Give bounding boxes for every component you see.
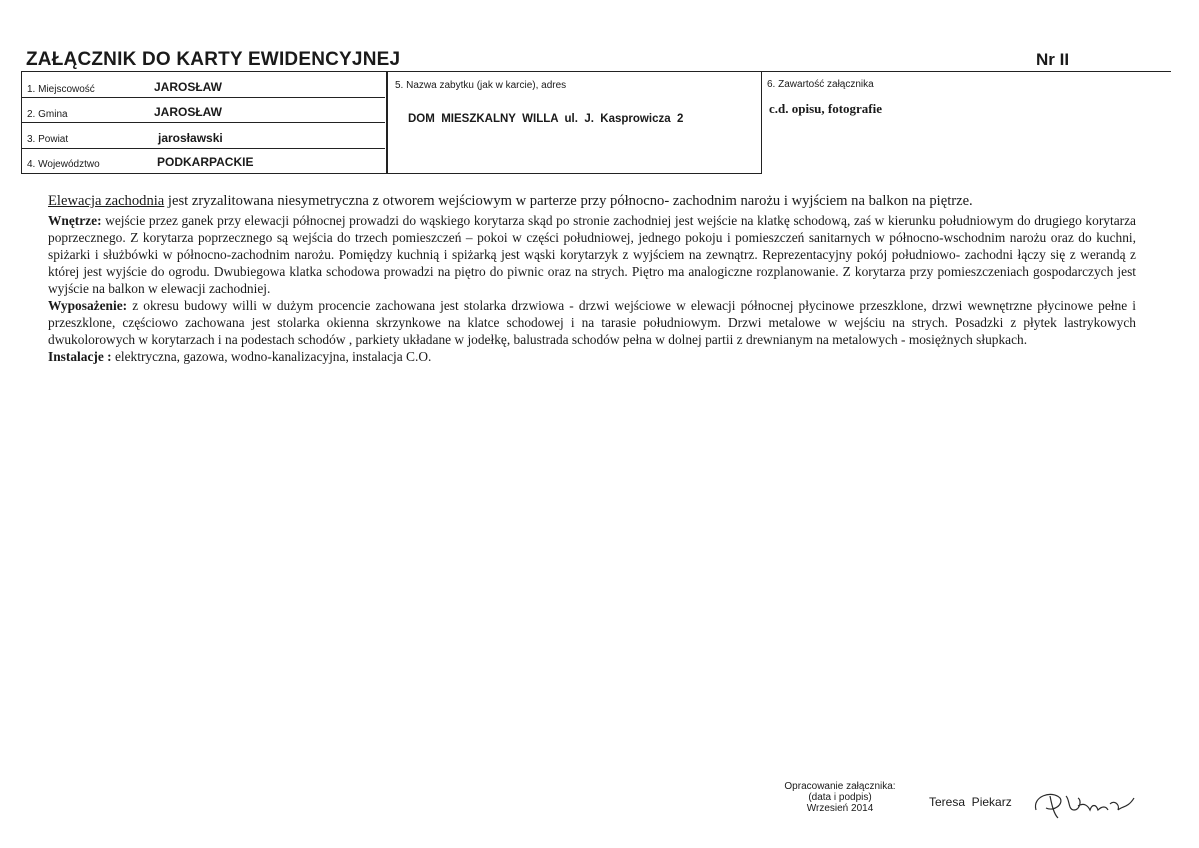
powiat-value: jarosławski — [158, 131, 223, 145]
elewacja-heading: Elewacja zachodnia — [48, 193, 165, 209]
document-title: ZAŁĄCZNIK DO KARTY EWIDENCYJNEJ — [26, 49, 401, 70]
miejscowosc-value: JAROSŁAW — [154, 80, 223, 94]
paragraph-wyposazenie — [48, 297, 1136, 348]
gmina-label: 2. Gmina — [27, 109, 68, 120]
footer-line1: Opracowanie załącznika: — [784, 781, 896, 792]
footer-date: Wrzesień 2014 — [806, 803, 874, 814]
miejscowosc-label: 1. Miejscowość — [27, 84, 95, 95]
nazwa-value: DOM MIESZKALNY WILLA ul. J. Kasprowicza 2 — [408, 113, 684, 125]
wnetrze-heading: Wnętrze: — [48, 213, 102, 228]
paragraph-instalacje — [48, 348, 1136, 365]
field-row-gmina — [22, 122, 385, 123]
gmina-value: JAROSŁAW — [154, 105, 223, 119]
attachment-number: Nr II — [1036, 50, 1070, 69]
paragraph-elewacja — [48, 192, 1136, 210]
elewacja-text: jest zryzalitowana niesymetryczna z otworem wejściowym w parterze przy północno- zachodnim narożu i wyjściem na balkon na piętrze. — [164, 193, 973, 209]
powiat-label: 3. Powiat — [27, 134, 69, 145]
zawartosc-value: c.d. opisu, fotografie — [769, 101, 883, 116]
wyposazenie-heading: Wyposażenie: — [48, 298, 128, 313]
zawartosc-label: 6. Zawartość załącznika — [767, 79, 874, 90]
wojewodztwo-value: PODKARPACKIE — [157, 155, 254, 169]
wojewodztwo-label: 4. Województwo — [27, 159, 100, 170]
author-name: Teresa Piekarz — [929, 795, 1012, 809]
paragraph-wnetrze — [48, 212, 1136, 297]
footer-prepared-by — [770, 781, 910, 814]
signature — [1030, 786, 1140, 822]
nazwa-label: 5. Nazwa zabytku (jak w karcie), adres — [395, 80, 567, 91]
field-row-powiat — [22, 148, 385, 149]
wyposazenie-text: z okresu budowy willi w dużym procencie zachowana jest stolarka drzwiowa - drzwi wejściowe w elewacji północnej płycinowe przeszklone, drzwi wewnętrzne płycinowe pełne i przeszklone, częściowo zachowana jest stolarka okienna skrzynkowe na klatce schodowej i na tarasie południowym. Drzwi metalowe w wejściu na strych. Posadzki z płytek lastrykowych dwukolorowych w korytarzach i na podestach schodów , parkiety układane w jodełkę, balustrada schodów pełna w dolnej partii z drewnianym na metalowych - mosiężnych słupkach. — [48, 298, 1136, 347]
footer-line2: (data i podpis) — [808, 792, 872, 803]
field-row-miejscowosc — [22, 97, 385, 98]
description-body — [48, 192, 1136, 365]
instalacje-text: elektryczna, gazowa, wodno-kanalizacyjna, instalacja C.O. — [111, 349, 432, 364]
wnetrze-text: wejście przez ganek przy elewacji północnej prowadzi do wąskiego korytarza skąd po stronie zachodniej jest wejście na klatkę schodową, zaś w kierunku południowym do drugiego korytarza poprzecznego. Z korytarza poprzecznego są wejścia do trzech pomieszczeń – pokoi w części południowej, jednego pokoju i pomieszczeń sanitarnych w północno-wschodnim narożu oraz do kuchni, spiżarki i służbówki w północno-zachodnim narożu. Pomiędzy kuchnią i spiżarką jest wąski korytarzyk z wyjściem na zewnątrz. Reprezentacyjny pokój południowo- zachodni łączy się z werandą z której jest wyjście do ogrodu. Dwubiegowa klatka schodowa prowadzi na piętro do piwnic oraz na strych. Piętro ma analogiczne rozplanowanie. Z korytarza przy pomieszczeniach gospodarczych jest wyjście na balkon w elewacji zachodniej. — [48, 213, 1136, 296]
instalacje-heading: Instalacje : — [48, 349, 112, 364]
